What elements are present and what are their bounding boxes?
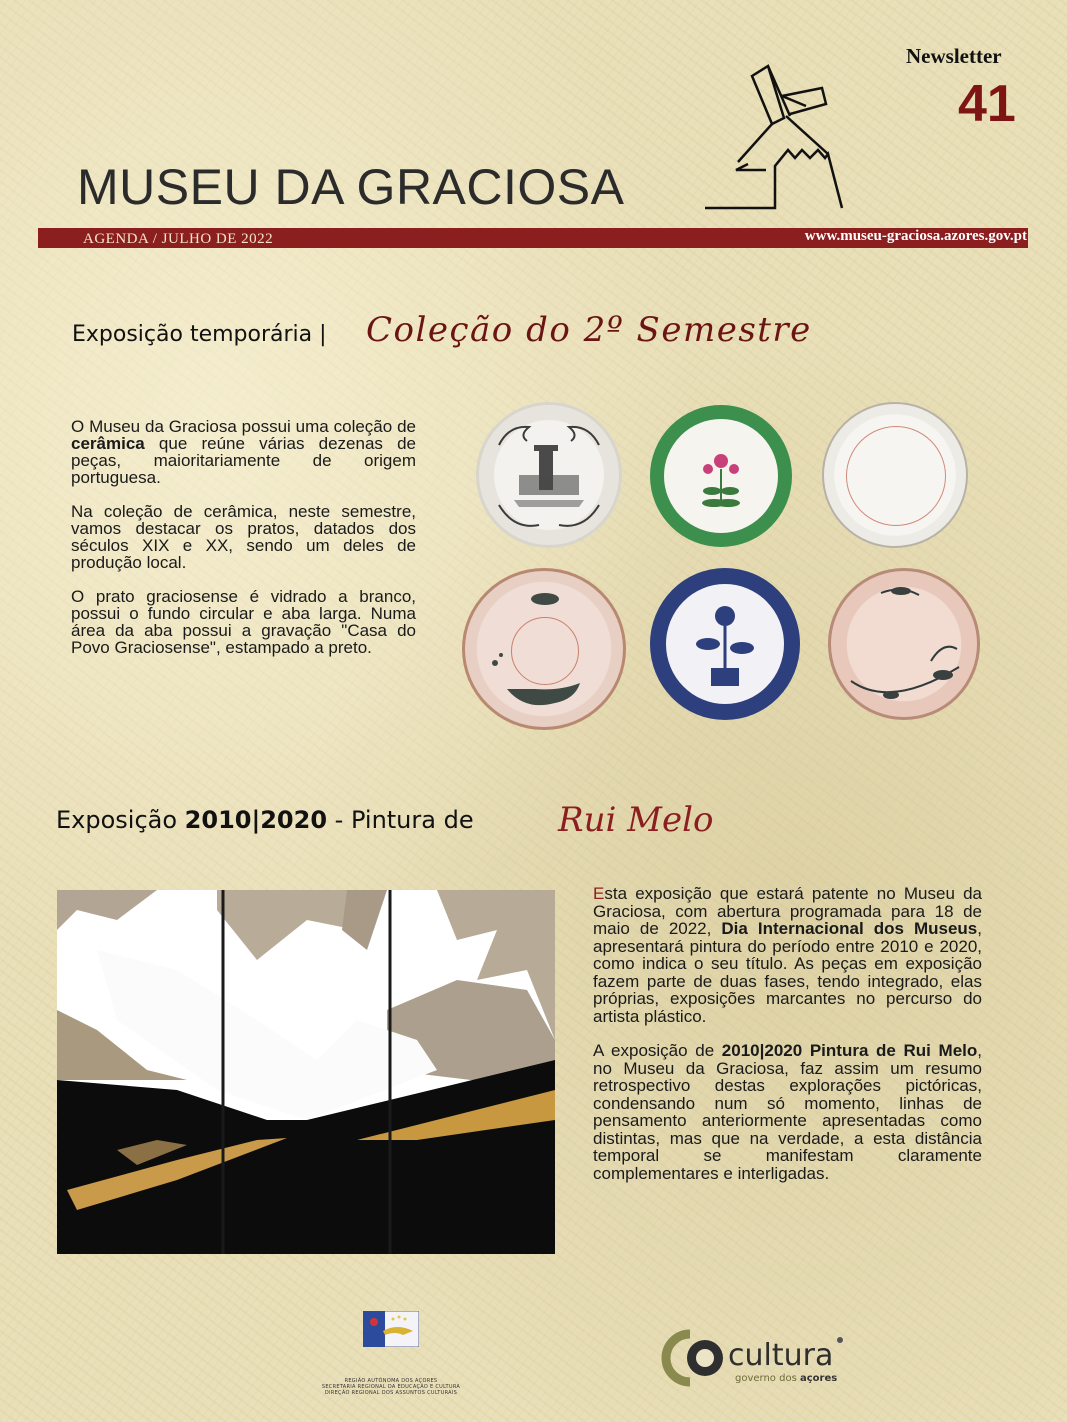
section2-paragraph-2: A exposição de 2010|2020 Pintura de Rui Melo, no Museu da Graciosa, faz assim um resumo retrospectivo destas explorações pictóricas, condensando num só momento, linhas de pensamento anteriormente apresentadas como distintas, mas que na verdade, a esta distância temporal se manifestam claramente complementares e interligadas. bbox=[593, 1041, 983, 1183]
website-link[interactable]: www.museu-graciosa.azores.gov.pt bbox=[804, 228, 1027, 244]
section1-paragraph-1: O Museu da Graciosa possui uma coleção de cerâmica que reúne várias dezenas de peças, maioritariamente de origem portuguesa. bbox=[71, 417, 416, 487]
plate-graciosense-image bbox=[822, 402, 968, 548]
plates-gallery bbox=[462, 400, 982, 730]
section1-heading: Exposição temporária | bbox=[72, 322, 327, 347]
painting-image bbox=[57, 890, 555, 1254]
cultura-subtitle: governo dos açores bbox=[735, 1373, 838, 1384]
plate-landscape-image bbox=[476, 402, 622, 548]
section1-paragraph-2: Na coleção de cerâmica, neste semestre, vamos destacar os pratos, datados dos séculos XIX e XX, sendo um deles de produção local. bbox=[71, 502, 416, 572]
newsletter-number: 41 bbox=[958, 75, 1016, 133]
plate-pink-image bbox=[462, 568, 626, 730]
newsletter-label: Newsletter bbox=[906, 44, 1002, 68]
section1-script-title: Coleção do 2º Semestre bbox=[366, 310, 812, 350]
museum-title: MUSEU DA GRACIOSA bbox=[77, 159, 625, 215]
artist-signature: Rui Melo bbox=[558, 800, 714, 840]
plate-flower-image bbox=[650, 405, 792, 547]
section1-text bbox=[71, 418, 416, 673]
cultura-wordmark: cultura bbox=[728, 1338, 834, 1373]
plate-floral-image bbox=[828, 568, 980, 720]
agenda-date: AGENDA / JULHO DE 2022 bbox=[83, 231, 274, 247]
azores-flag-icon bbox=[363, 1311, 419, 1347]
government-credit: REGIÃO AUTÓNOMA DOS AÇORES SECRETARIA REGIONAL DA EDUCAÇÃO E CULTURA DIREÇÃO REGIONAL DOS ASSUNTOS CULTURAIS bbox=[321, 1378, 461, 1396]
section1-paragraph-3: O prato graciosense é vidrado a branco, possui o fundo circular e aba larga. Numa área da aba possui a gravação "Casa do Povo Graciosense", estampado a preto. bbox=[71, 587, 416, 657]
section2-paragraph-1: Esta exposição que estará patente no Museu da Graciosa, com abertura programada para 18 de maio de 2022, Dia Internacional dos Museus, apresentará pintura do período entre 2010 e 2020, como indica o seu título. As peças em exposição fazem parte de duas fases, tendo integrado, elas próprias, exposições marcantes no percurso do artista plástico. bbox=[593, 884, 982, 1026]
section2-heading: Exposição 2010|2020 - Pintura de bbox=[56, 806, 474, 834]
plate-blue-image bbox=[650, 568, 800, 720]
windmill-logo-icon bbox=[700, 58, 860, 218]
section2-text bbox=[593, 885, 982, 1199]
